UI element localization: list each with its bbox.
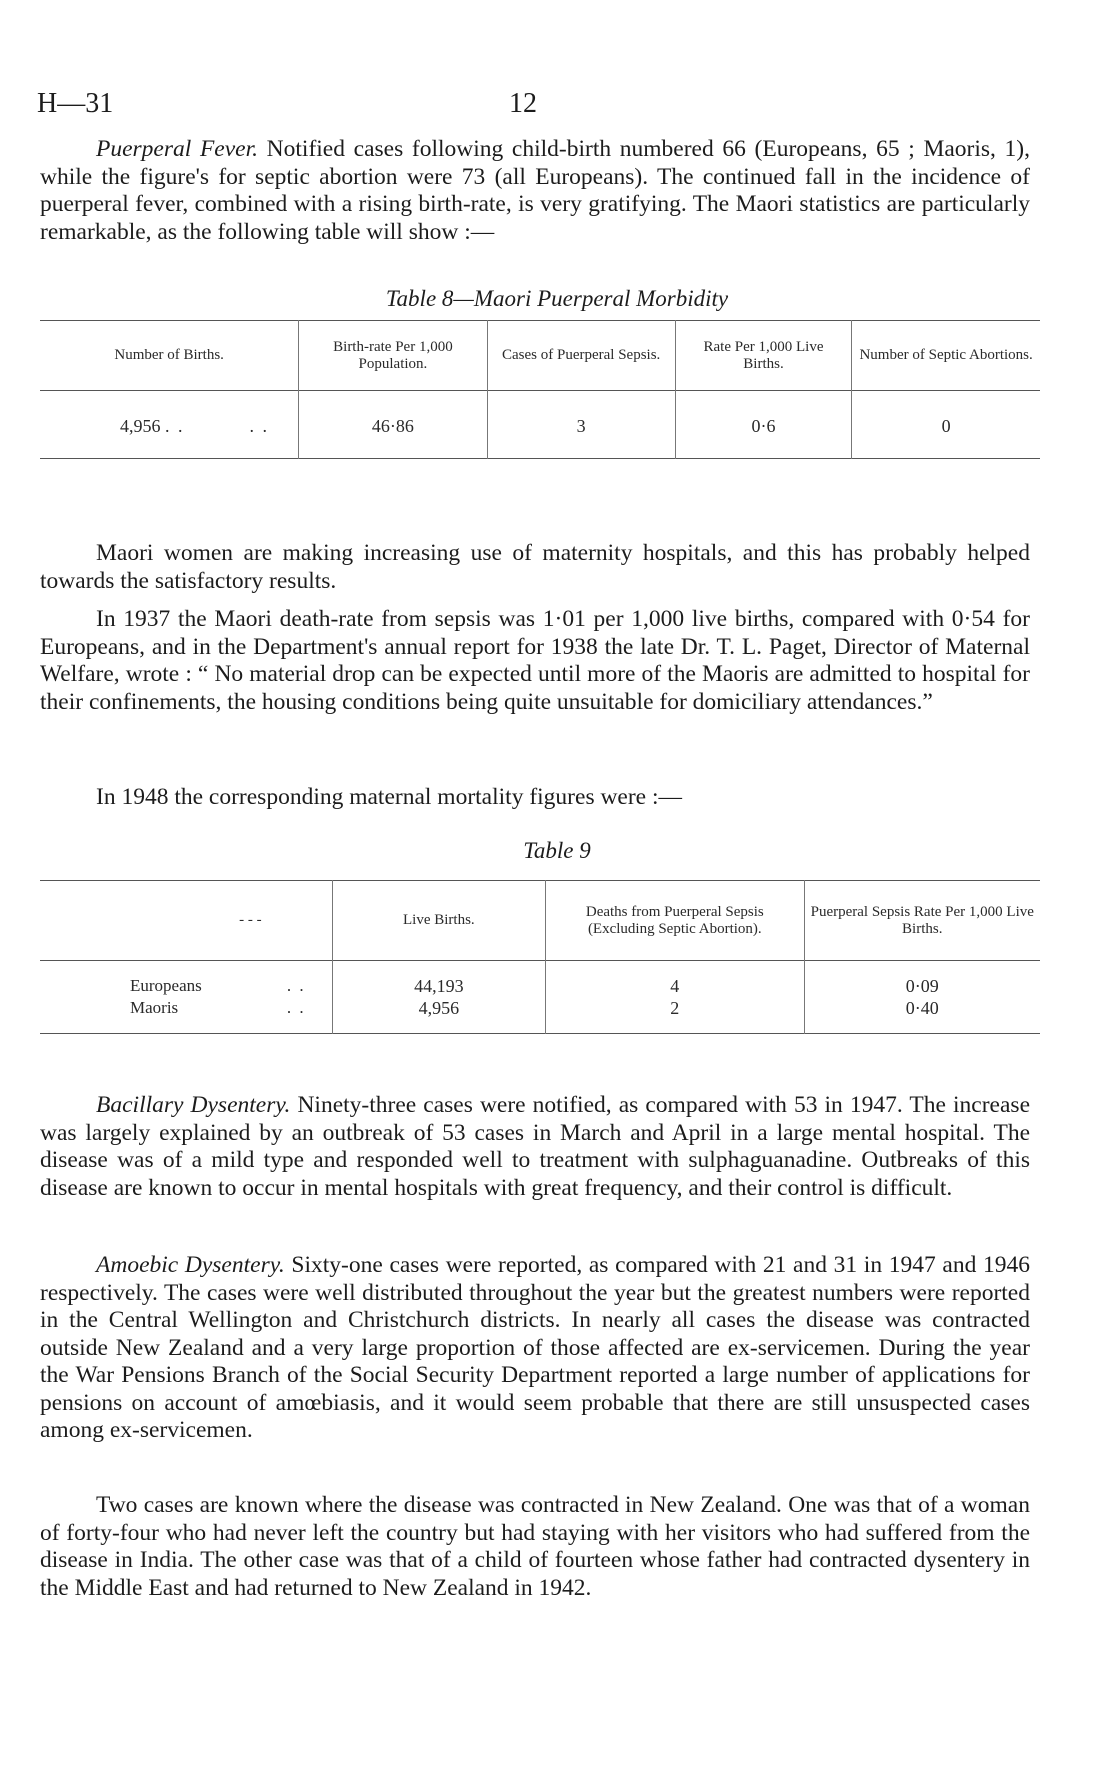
report-reference: H—31	[37, 88, 114, 119]
amoebic-dysentery-heading: Amoebic Dysentery.	[96, 1252, 285, 1278]
bacillary-dysentery-paragraph	[40, 1092, 1030, 1202]
page-header	[37, 88, 1047, 128]
table9-row-label: Europeans . .	[130, 976, 306, 995]
table9-cell-rate: 0·09	[804, 961, 1040, 998]
table9-cell-deaths: 2	[546, 997, 804, 1033]
table-row	[40, 961, 1040, 998]
table8-header-birth-rate: Birth-rate Per 1,000 Population.	[299, 321, 487, 391]
table9-header-rate: Puerperal Sepsis Rate Per 1,000 Live Births.	[804, 881, 1040, 961]
table8-header-abortions: Number of Septic Abortions.	[852, 321, 1040, 391]
table9-maternal-mortality	[40, 880, 1040, 1034]
table8-header-rate: Rate Per 1,000 Live Births.	[675, 321, 851, 391]
table9-cell-live-births: 44,193	[332, 961, 545, 998]
amoebic-dysentery-paragraph	[40, 1252, 1030, 1445]
table8-cell-birth-rate: 46·86	[299, 391, 487, 459]
death-rate-1937-paragraph: In 1937 the Maori death-rate from sepsis was 1·01 per 1,000 live births, compared with 0·54 for Europeans, and in the Department's annual report for 1938 the late Dr. T. L. Paget, Director of Maternal Welfare, wrote : “ No material drop can be expected until more of the Maoris are admitted to hospital for their confinements, the housing conditions being quite unsuitable for domiciliary attendances.”	[40, 606, 1030, 715]
two-cases-paragraph: Two cases are known where the disease was contracted in New Zealand. One was that of a woman of forty-four who had never left the country but had staying with her visitors who had suffered from the disease in India. The other case was that of a child of fourteen whose father had contracted dysentery in the Middle East and had returned to New Zealand in 1942.	[40, 1492, 1030, 1601]
table8-cell-cases: 3	[487, 391, 675, 459]
bacillary-dysentery-text: Ninety-three cases were notified, as compared with 53 in 1947. The increase was largely explained by an outbreak of 53 cases in March and April in a large mental hospital. The disease was of a mild type and responded well to treatment with sulphaguanadine. Outbreaks of this disease are known to occur in mental hospitals with great frequency, and their control is difficult.	[40, 1092, 1030, 1201]
table8-cell-births: 4,956 . . . .	[120, 416, 269, 436]
table-row	[40, 997, 1040, 1033]
table9-cell-live-births: 4,956	[332, 997, 545, 1033]
table8-header-cases: Cases of Puerperal Sepsis.	[487, 321, 675, 391]
table9-header-corner: - - -	[239, 912, 262, 928]
table-row	[40, 391, 1040, 459]
puerperal-fever-paragraph	[40, 136, 1030, 246]
table9-header-live-births: Live Births.	[332, 881, 545, 961]
table9-header-deaths: Deaths from Puerperal Sepsis (Excluding Septic Abortion).	[546, 881, 804, 961]
table9-cell-deaths: 4	[546, 961, 804, 998]
table8-header-births: Number of Births.	[114, 347, 224, 363]
bacillary-dysentery-heading: Bacillary Dysentery.	[96, 1092, 291, 1118]
amoebic-dysentery-text: Sixty-one cases were reported, as compared with 21 and 31 in 1947 and 1946 respectively. The cases were well distributed throughout the year but the greatest numbers were reported in the Central Wellington and Christchurch districts. In nearly all cases the disease was contracted outside New Zealand and a very large proportion of those affected are ex-servicemen. During the year the War Pensions Branch of the Social Security Department reported a large number of applications for pensions on account of amœbiasis, and it would seem probable that there are still unsuspected cases among ex-servicemen.	[40, 1252, 1031, 1443]
table9-caption: Table 9	[523, 838, 591, 863]
table8-cell-abortions: 0	[852, 391, 1040, 459]
table8-maori-puerperal-morbidity	[40, 320, 1040, 459]
puerperal-fever-heading: Puerperal Fever.	[96, 136, 259, 162]
table8-cell-rate: 0·6	[675, 391, 851, 459]
page-number: 12	[509, 88, 537, 119]
figures-1948-paragraph: In 1948 the corresponding maternal mortality figures were :—	[96, 784, 683, 810]
table9-cell-rate: 0·40	[804, 997, 1040, 1033]
maori-women-paragraph: Maori women are making increasing use of maternity hospitals, and this has probably helped towards the satisfactory results.	[40, 540, 1030, 594]
table8-caption: Table 8—Maori Puerperal Morbidity	[385, 286, 729, 311]
puerperal-fever-text: Notified cases following child-birth numbered 66 (Europeans, 65 ; Maoris, 1), while the figure's for septic abortion were 73 (all Europeans). The continued fall in the incidence of puerperal fever, combined with a rising birth-rate, is very gratifying. The Maori statistics are particularly remarkable, as the following table will show :—	[40, 136, 1030, 245]
table9-row-label: Maoris . .	[130, 998, 306, 1017]
